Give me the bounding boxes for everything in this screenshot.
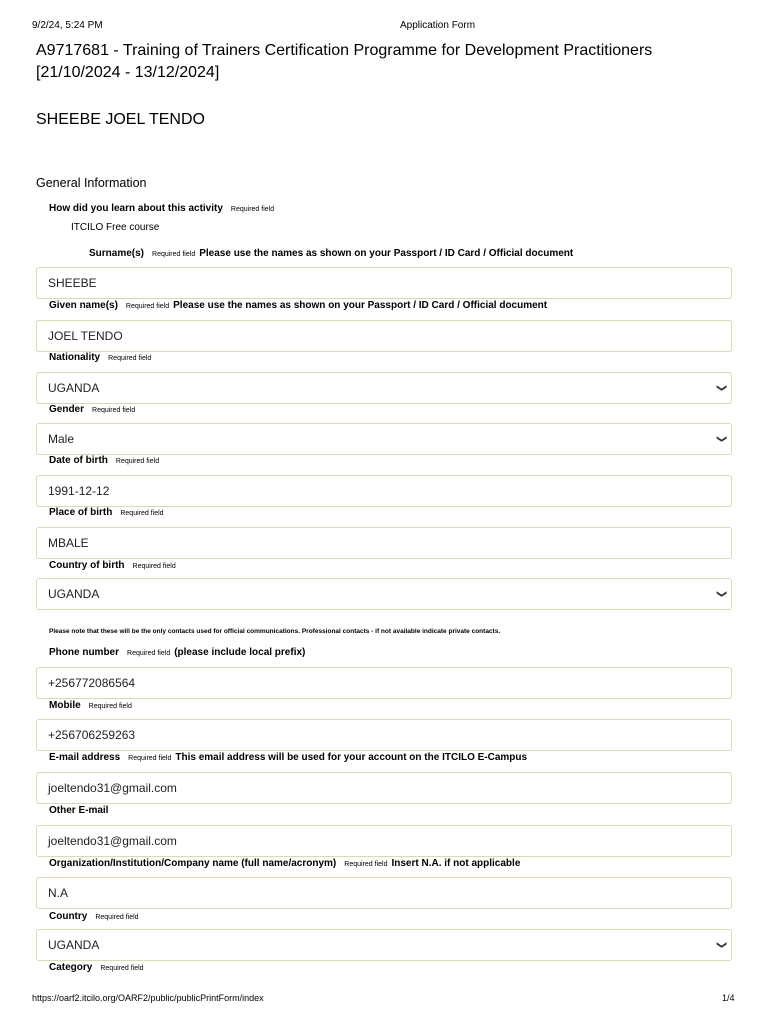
- pob-field[interactable]: MBALE: [36, 527, 732, 559]
- chevron-down-icon: ❯: [715, 383, 727, 393]
- required-marker: Required field: [120, 510, 164, 517]
- required-marker: Required field: [100, 965, 144, 972]
- required-marker: Required field: [108, 355, 152, 362]
- applicant-name: SHEEBE JOEL TENDO: [36, 111, 205, 128]
- given-names-label: Given name(s) Required field Please use the names as shown on your Passport / ID Card / Official document: [49, 300, 548, 311]
- organization-field[interactable]: N.A: [36, 877, 732, 909]
- other-email-field[interactable]: joeltendo31@gmail.com: [36, 825, 732, 857]
- section-general-information: General Information: [36, 176, 147, 190]
- gender-label: Gender Required field: [49, 404, 136, 415]
- gender-select[interactable]: Male ❯: [36, 423, 732, 455]
- footer-page-number: 1/4: [722, 993, 735, 1003]
- required-marker: Required field: [344, 861, 388, 868]
- required-marker: Required field: [92, 407, 136, 414]
- pob-label: Place of birth Required field: [49, 507, 164, 518]
- required-marker: Required field: [88, 703, 132, 710]
- surname-field[interactable]: SHEEBE: [36, 267, 732, 299]
- required-marker: Required field: [95, 914, 139, 921]
- chevron-down-icon: ❯: [715, 940, 727, 950]
- footer-url: https://oarf2.itcilo.org/OARF2/public/publicPrintForm/index: [32, 993, 264, 1003]
- required-marker: Required field: [230, 206, 275, 213]
- phone-label: Phone number Required field (please include local prefix): [49, 647, 306, 658]
- print-page-title: Application Form: [400, 20, 476, 31]
- required-marker: Required field: [125, 303, 170, 310]
- cob-label: Country of birth Required field: [49, 560, 176, 571]
- dob-field[interactable]: 1991-12-12: [36, 475, 732, 507]
- phone-field[interactable]: +256772086564: [36, 667, 732, 699]
- organization-label: Organization/Institution/Company name (full name/acronym) Required field Insert N.A. if not applicable: [49, 858, 521, 869]
- required-marker: Required field: [152, 251, 196, 258]
- required-marker: Required field: [115, 458, 160, 465]
- required-marker: Required field: [128, 755, 172, 762]
- required-marker: Required field: [132, 563, 176, 570]
- given-names-field[interactable]: JOEL TENDO: [36, 320, 732, 352]
- email-field[interactable]: joeltendo31@gmail.com: [36, 772, 732, 804]
- cob-select[interactable]: UGANDA ❯: [36, 578, 732, 610]
- required-marker: Required field: [127, 650, 171, 657]
- learn-label: How did you learn about this activity Required field: [49, 203, 275, 214]
- mobile-label: Mobile Required field: [49, 700, 132, 711]
- nationality-select[interactable]: UGANDA ❯: [36, 372, 732, 404]
- category-label: Category Required field: [49, 962, 144, 973]
- other-email-label: Other E-mail: [49, 805, 109, 816]
- form-title: A9717681 - Training of Trainers Certification Programme for Development Practitioners [21/10/2024 - 13/12/2024]: [36, 42, 653, 81]
- country-label: Country Required field: [49, 911, 139, 922]
- chevron-down-icon: ❯: [715, 434, 727, 444]
- email-label: E-mail address Required field This email address will be used for your account on the ITCILO E-Campus: [49, 752, 528, 763]
- nationality-label: Nationality Required field: [49, 352, 152, 363]
- contact-note: Please note that these will be the only contacts used for official communications. Professional contacts - if not available indicate private contacts.: [49, 628, 501, 635]
- print-datetime: 9/2/24, 5:24 PM: [32, 20, 103, 31]
- learn-value: ITCILO Free course: [71, 222, 160, 233]
- surname-label: Surname(s) Required field Please use the names as shown on your Passport / ID Card / Official document: [89, 248, 574, 259]
- dob-label: Date of birth Required field: [49, 455, 160, 466]
- mobile-field[interactable]: +256706259263: [36, 719, 732, 751]
- chevron-down-icon: ❯: [715, 589, 727, 599]
- country-select[interactable]: UGANDA ❯: [36, 929, 732, 961]
